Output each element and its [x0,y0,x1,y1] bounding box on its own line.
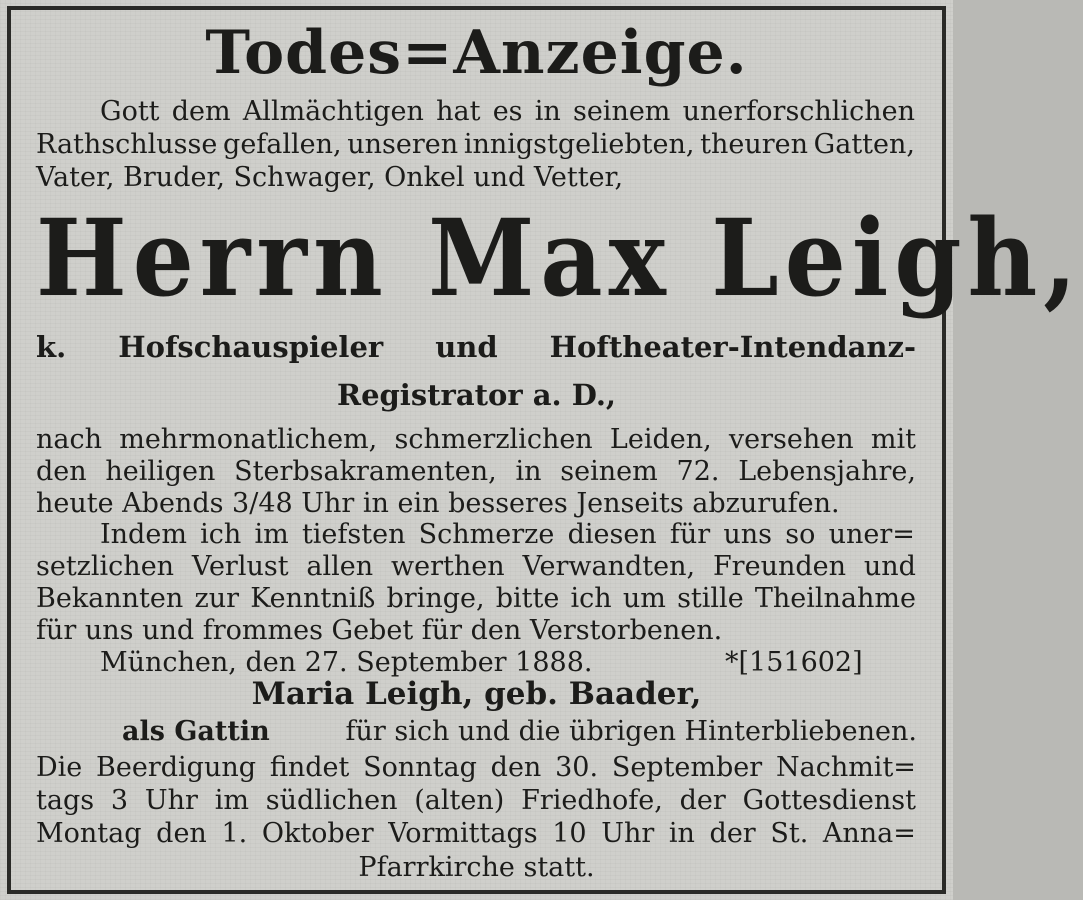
word: September [611,752,763,783]
word: Sterbsakramenten, [234,456,497,487]
word: für [669,519,711,550]
word: uner= [828,519,915,550]
word: findet [269,752,350,783]
word: Gott [100,96,160,127]
word: seinem [572,96,671,127]
word: St. [770,818,809,849]
word: gefallen, [223,129,342,160]
word: in [534,96,561,127]
word: und [435,330,498,364]
word: der [679,785,726,816]
word: Rathschlusse [36,129,218,160]
signatory-role-rest: für sich und die übrigen Hinterbliebenen. [345,716,917,747]
word: uns [723,519,773,550]
word: nach [36,424,102,455]
word: unseren [347,129,459,160]
word: heiligen [105,456,216,487]
word: den [490,752,542,783]
signatory-role-bold: als Gattin [122,716,270,747]
word: Leiden, [609,424,712,455]
paragraph1-line-2 [36,456,916,487]
paragraph2-line-4: für uns und frommes Gebet für den Verstorbenen. [36,615,723,646]
funeral-line-4: Pfarrkirche statt. [358,852,595,883]
signatory-name: Maria Leigh, geb. Baader, [251,676,702,712]
word: den [36,456,87,487]
intro-line-2 [36,129,915,160]
notice-title: Todes=Anzeige. [205,18,748,88]
word: (alten) [414,785,505,816]
word: hat [436,96,481,127]
word: werthen [391,551,505,582]
funeral-line-1 [36,752,916,783]
word: theuren [700,129,808,160]
word: innigstgeliebten, [463,129,695,160]
word: im [254,519,289,550]
word: den [156,818,207,849]
word: um [622,583,666,614]
word: Gatten, [813,129,915,160]
word: ich [200,519,242,550]
word: Oktober [261,818,374,849]
word: im [214,785,249,816]
word: mit [870,424,916,455]
deceased-name: Herrn Max Leigh, [36,196,1083,321]
word: setzlichen [36,551,175,582]
word: bringe, [386,583,485,614]
word: Allmächtigen [242,96,424,127]
word: Uhr [144,785,198,816]
funeral-line-2 [36,785,916,816]
word: so [785,519,816,550]
intro-line-1 [100,96,915,127]
word: tiefsten [301,519,406,550]
word: bitte [495,583,560,614]
word: Anna= [822,818,916,849]
word: schmerzlichen [394,424,593,455]
word: Lebensjahre, [738,456,916,487]
word: versehen [728,424,854,455]
word: Beerdigung [96,752,257,783]
paragraph1-line-1 [36,424,916,455]
word: Vormittags [388,818,538,849]
paragraph2-line-2 [36,551,916,582]
word: 30. [555,752,599,783]
reference-number: *[151602] [725,647,863,678]
word: k. [36,330,67,364]
word: seinem [560,456,658,487]
word: Indem [100,519,187,550]
word: Verwandten, [522,551,696,582]
word: ich [570,583,612,614]
word: südlichen [265,785,398,816]
word: in [668,818,695,849]
funeral-line-3 [36,818,916,849]
paragraph1-line-3: heute Abends 3/48 Uhr in ein besseres Jenseits abzurufen. [36,488,840,519]
word: allen [306,551,374,582]
word: tags [36,785,95,816]
word: Freunden [712,551,847,582]
word: unerforschlichen [682,96,915,127]
word: der [709,818,756,849]
word: Sonntag [363,752,477,783]
word: Theilnahme [754,583,916,614]
intro-line-3: Vater, Bruder, Schwager, Onkel und Vetter, [36,162,624,193]
word: und [863,551,916,582]
word: stille [677,583,744,614]
word: 3 [110,785,129,816]
word: zur [194,583,239,614]
word: Uhr [601,818,655,849]
word: Hoftheater-Intendanz- [549,330,916,364]
word: mehrmonatlichem, [119,424,378,455]
word: diesen [567,519,657,550]
word: Verlust [191,551,289,582]
role-line-1 [36,330,916,364]
word: Bekannten [36,583,184,614]
word: dem [171,96,231,127]
place-date: München, den 27. September 1888. [100,647,593,678]
word: Hofschauspieler [118,330,384,364]
word: Nachmit= [775,752,916,783]
paragraph2-line-1 [100,519,915,550]
word: Die [36,752,83,783]
word: es [492,96,523,127]
word: Schmerze [418,519,555,550]
word: Montag [36,818,142,849]
word: Friedhofe, [521,785,663,816]
word: 72. [676,456,720,487]
word: in [515,456,542,487]
role-line-2: Registrator a. D., [336,378,617,412]
word: 10 [552,818,587,849]
word: Kenntniß [250,583,376,614]
word: Gottesdienst [742,785,916,816]
paragraph2-line-3 [36,583,916,614]
word: 1. [221,818,248,849]
signatory-role [122,716,917,747]
